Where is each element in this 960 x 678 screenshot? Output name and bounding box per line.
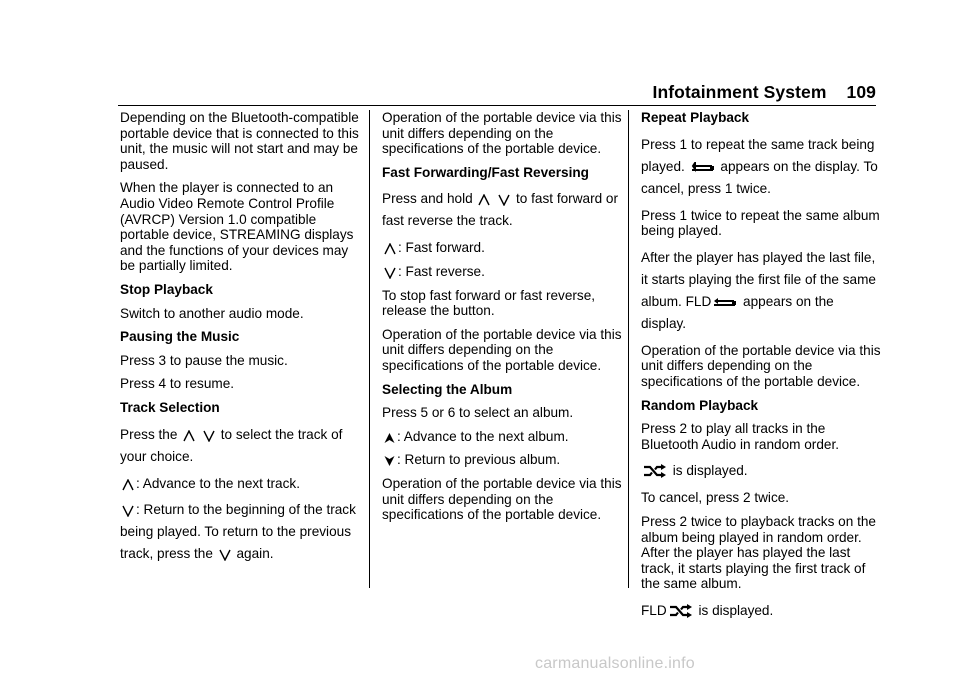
paragraph: Switch to another audio mode. bbox=[120, 305, 304, 321]
text: again. bbox=[236, 546, 274, 562]
paragraph: Operation of the portable device via this unit differs depending on the specifications of the portable device. bbox=[641, 342, 881, 389]
text: to fast forward or fast reverse the track. bbox=[382, 191, 619, 229]
heading-fast-forwarding: Fast Forwarding/Fast Reversing bbox=[382, 164, 589, 180]
repeat-icon bbox=[713, 297, 737, 309]
paragraph: Operation of the portable device via this unit differs depending on the specifications of the portable device. bbox=[382, 326, 622, 373]
paragraph bbox=[641, 134, 881, 200]
column-2 bbox=[382, 110, 624, 531]
repeat-icon bbox=[691, 162, 715, 174]
up-chevron-icon bbox=[122, 479, 134, 491]
column-3 bbox=[641, 110, 881, 630]
paragraph: Press 1 twice to repeat the same album being played. bbox=[641, 207, 880, 239]
text: is displayed. bbox=[698, 602, 774, 618]
text: to select the track of your choice. bbox=[120, 426, 343, 464]
heading-random-playback: Random Playback bbox=[641, 397, 759, 413]
paragraph bbox=[382, 188, 624, 232]
text: : Return to the beginning of the track being played. To return to the previous track, press the bbox=[120, 502, 356, 562]
down-chevron-icon bbox=[498, 194, 510, 206]
heading-selecting-album: Selecting the Album bbox=[382, 381, 513, 397]
paragraph: Press 4 to resume. bbox=[120, 376, 235, 392]
paragraph bbox=[382, 240, 624, 256]
text: FLD bbox=[641, 602, 667, 618]
up-chevron-icon bbox=[478, 194, 490, 206]
down-arrow-filled-icon bbox=[384, 455, 395, 467]
text: appears on the display. bbox=[641, 293, 834, 331]
paragraph bbox=[382, 452, 624, 468]
heading-pausing-music: Pausing the Music bbox=[120, 329, 240, 345]
text: : Advance to the next track. bbox=[136, 475, 300, 491]
down-chevron-icon bbox=[122, 505, 134, 517]
column-1 bbox=[120, 110, 360, 573]
shuffle-icon bbox=[669, 604, 693, 618]
text: : Fast reverse. bbox=[398, 263, 485, 279]
page-number: 109 bbox=[846, 82, 876, 102]
paragraph: Press 5 or 6 to select an album. bbox=[382, 405, 574, 421]
paragraph: Press 3 to pause the music. bbox=[120, 352, 288, 368]
paragraph: To cancel, press 2 twice. bbox=[641, 490, 790, 506]
paragraph bbox=[641, 460, 881, 482]
text: : Return to previous album. bbox=[397, 452, 561, 468]
column-divider bbox=[369, 110, 370, 588]
up-chevron-icon bbox=[384, 243, 396, 255]
text: : Fast forward. bbox=[398, 240, 485, 256]
paragraph: Press 2 to play all tracks in the Bluetooth Audio in random order. bbox=[641, 421, 839, 452]
up-chevron-icon bbox=[183, 430, 195, 442]
text: Press the bbox=[120, 426, 178, 442]
paragraph bbox=[120, 476, 360, 492]
paragraph bbox=[641, 600, 881, 622]
paragraph: To stop fast forward or fast reverse, release the button. bbox=[382, 287, 596, 319]
text: appears on the display. To cancel, press 1 twice. bbox=[641, 158, 878, 196]
down-chevron-icon bbox=[203, 430, 215, 442]
paragraph bbox=[120, 499, 360, 565]
text: is displayed. bbox=[672, 463, 748, 479]
down-chevron-icon bbox=[384, 267, 396, 279]
watermark-text: carmanualsonline.info bbox=[535, 655, 695, 672]
heading-track-selection: Track Selection bbox=[120, 399, 220, 415]
paragraph bbox=[120, 424, 360, 468]
down-chevron-icon bbox=[219, 549, 231, 561]
up-arrow-filled-icon bbox=[384, 432, 395, 444]
paragraph: Depending on the Bluetooth-compatible portable device that is connected to this unit, the music will not start and may be paused. bbox=[120, 110, 359, 172]
page-header bbox=[0, 82, 876, 103]
heading-stop-playback: Stop Playback bbox=[120, 281, 213, 297]
paragraph bbox=[382, 429, 624, 445]
section-title: Infotainment System bbox=[652, 82, 827, 102]
column-divider bbox=[628, 110, 629, 588]
paragraph: Operation of the portable device via this unit differs depending on the specifications of the portable device. bbox=[382, 110, 622, 157]
text: : Advance to the next album. bbox=[397, 428, 569, 444]
text: Press and hold bbox=[382, 191, 473, 207]
text: After the player has played the last file, it starts playing the first file of the same album. FLD bbox=[641, 249, 876, 309]
paragraph: Press 2 twice to playback tracks on the album being played in random order. After the player has played the last track, it starts playing the first track of the same album. bbox=[641, 513, 876, 592]
header-rule bbox=[118, 105, 876, 106]
paragraph bbox=[641, 247, 881, 335]
text: Press 1 to repeat the same track being played. bbox=[641, 136, 875, 174]
paragraph bbox=[382, 264, 624, 280]
shuffle-icon bbox=[643, 464, 667, 478]
heading-repeat-playback: Repeat Playback bbox=[641, 110, 750, 125]
paragraph: When the player is connected to an Audio Video Remote Control Profile (AVRCP) Version 1.0 compatible portable device, STREAMING displays and the functions of your devices may be partially limited. bbox=[120, 180, 354, 274]
paragraph: Operation of the portable device via this unit differs depending on the specifications of the portable device. bbox=[382, 475, 622, 523]
